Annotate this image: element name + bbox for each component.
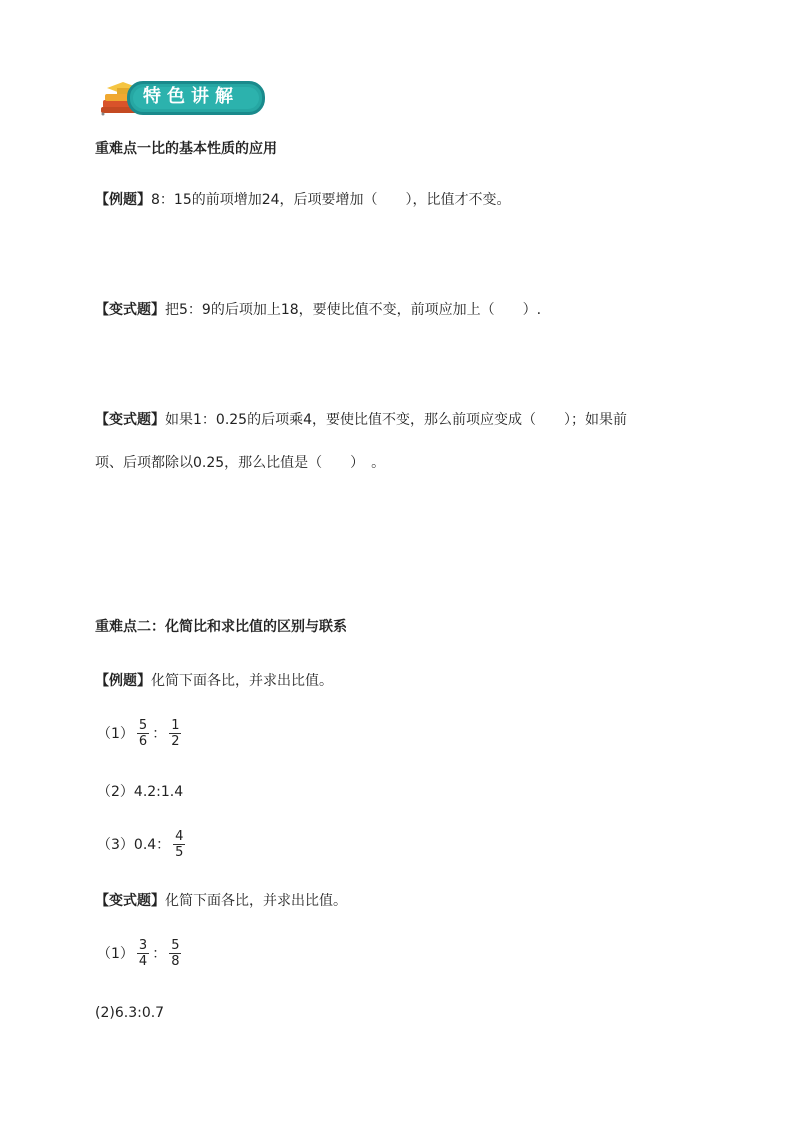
example-prompt bbox=[95, 671, 333, 691]
ratio-separator: ： bbox=[152, 945, 167, 962]
fraction bbox=[173, 829, 185, 860]
variant-item-1 bbox=[97, 938, 184, 969]
numerator: 5 bbox=[171, 938, 180, 953]
item-label: （1） bbox=[97, 725, 134, 742]
denominator: 4 bbox=[138, 954, 148, 969]
question-2 bbox=[95, 300, 541, 320]
denominator: 8 bbox=[171, 954, 180, 969]
variant-prompt bbox=[95, 891, 347, 911]
numerator: 1 bbox=[171, 718, 180, 733]
example-item-1 bbox=[97, 718, 184, 749]
question-text: 化简下面各比，并求出比值。 bbox=[165, 893, 347, 909]
ratio-separator: ： bbox=[152, 725, 167, 742]
question-text: 化简下面各比，并求出比值。 bbox=[151, 673, 333, 689]
fraction bbox=[169, 718, 181, 749]
question-tag: 【例题】 bbox=[95, 673, 151, 689]
denominator: 2 bbox=[171, 734, 180, 749]
numerator: 4 bbox=[175, 829, 184, 844]
question-1 bbox=[95, 190, 511, 210]
numerator: 5 bbox=[138, 718, 148, 733]
banner-title: 特色讲解 bbox=[143, 86, 239, 107]
denominator: 6 bbox=[138, 734, 148, 749]
question-tag: 【变式题】 bbox=[95, 302, 165, 318]
fraction bbox=[137, 718, 149, 749]
section-banner bbox=[93, 78, 268, 114]
question-tag: 【变式题】 bbox=[95, 412, 165, 428]
question-tag: 【变式题】 bbox=[95, 893, 165, 909]
question-text: 8：15的前项增加24，后项要增加（ ），比值才不变。 bbox=[151, 192, 511, 208]
question-tag: 【例题】 bbox=[95, 192, 151, 208]
variant-item-2: (2)6.3:0.7 bbox=[95, 1005, 165, 1021]
item-label: （1） bbox=[97, 945, 134, 962]
section1-title: 重难点一比的基本性质的应用 bbox=[95, 141, 277, 157]
example-item-2: （2）4.2:1.4 bbox=[97, 784, 184, 800]
example-item-3 bbox=[97, 829, 188, 860]
section2-title: 重难点二：化简比和求比值的区别与联系 bbox=[95, 619, 347, 635]
question-text: 如果1：0.25的后项乘4，要使比值不变，那么前项应变成（ ）；如果前 bbox=[165, 412, 627, 428]
item-label: （3）0.4： bbox=[97, 836, 171, 853]
question-3 bbox=[95, 410, 627, 430]
denominator: 5 bbox=[175, 845, 184, 860]
numerator: 3 bbox=[138, 938, 148, 953]
question-text: 把5：9的后项加上18，要使比值不变，前项应加上（ ）. bbox=[165, 302, 542, 318]
fraction bbox=[137, 938, 149, 969]
question-3-line2: 项、后项都除以0.25，那么比值是（ ） 。 bbox=[95, 455, 386, 471]
fraction bbox=[169, 938, 181, 969]
